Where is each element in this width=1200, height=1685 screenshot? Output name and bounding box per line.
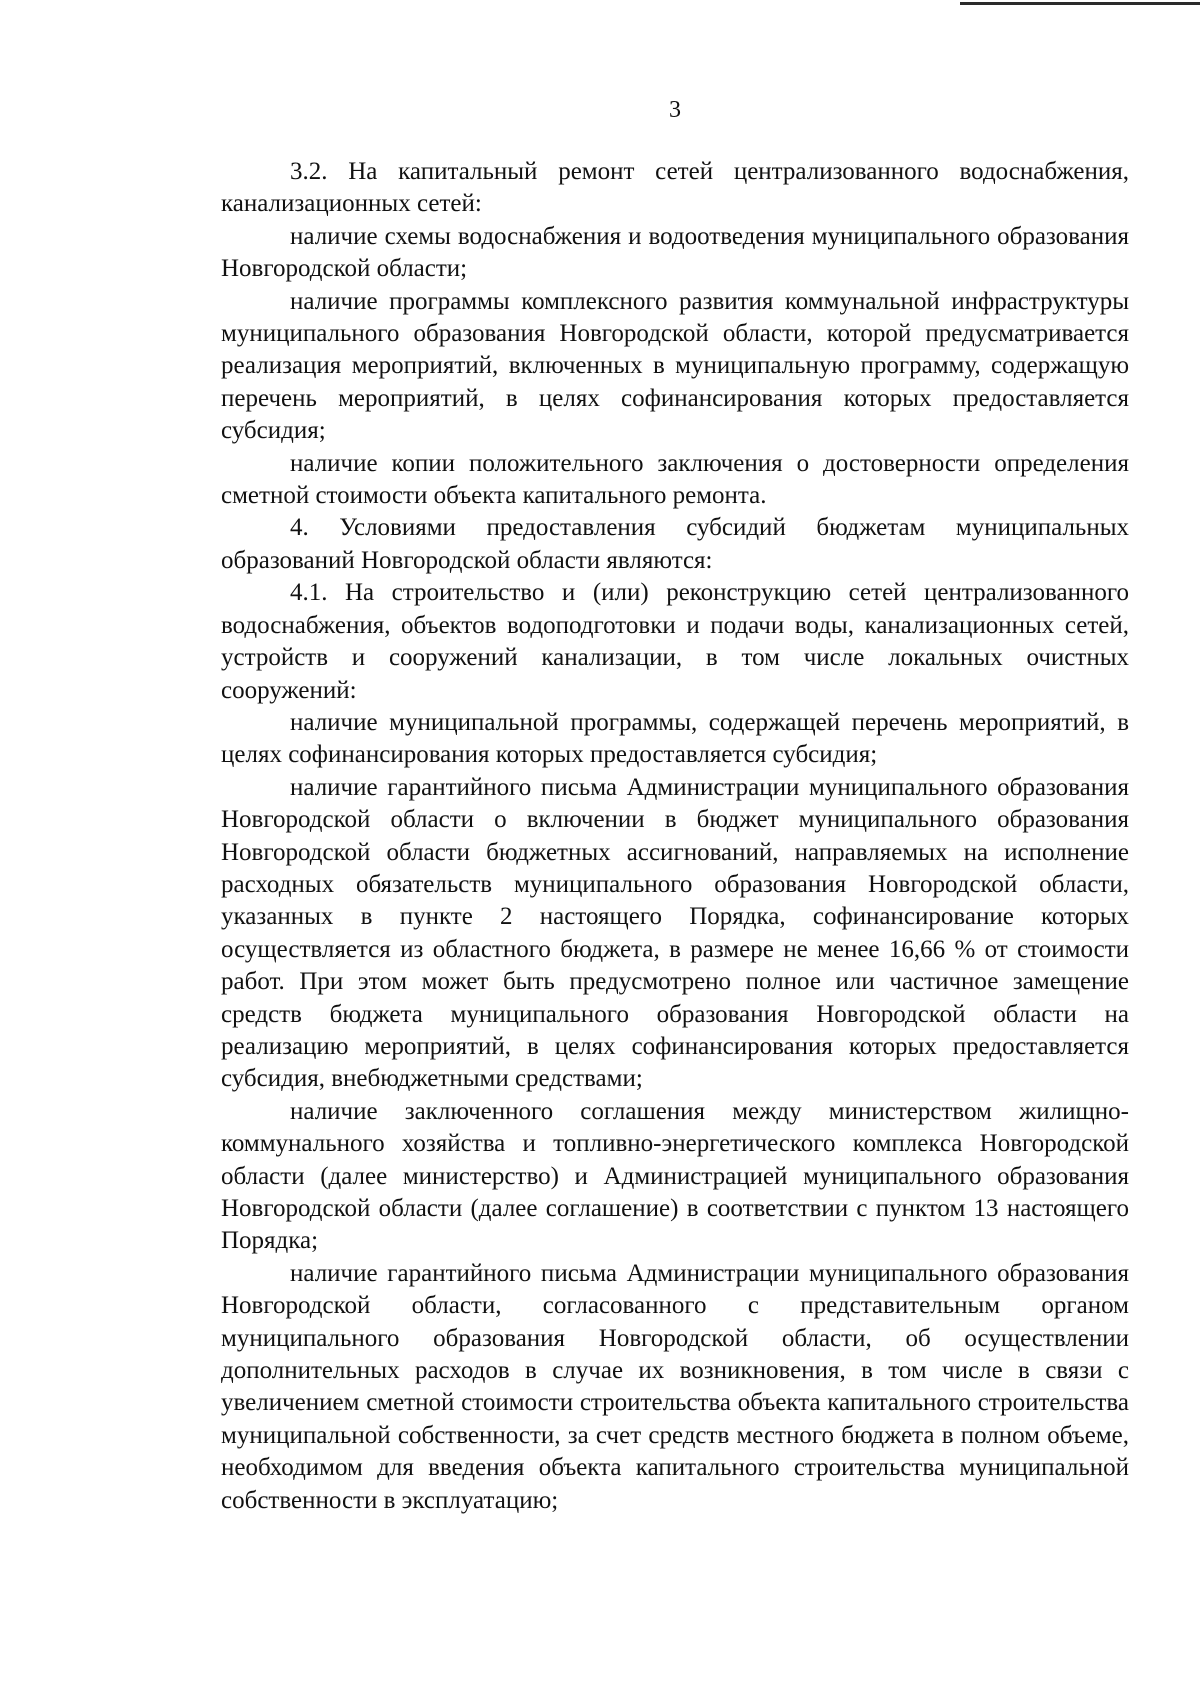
paragraph-estimate-conclusion: наличие копии положительного заключения о достоверности определения сметной стоимости объекта капитального ремонта. — [221, 449, 1129, 510]
paragraph-additional-expenses: наличие гарантийного письма Администрации муниципального образования Новгородской области, согласованного с представительным органом муниципального образования Новгородской области, об осуществлении дополнительных расходов в случае их возникновения, в том числе в связи с увеличением сметной стоимости строительства объекта капитального строительства муниципальной собственности, за счет средств местного бюджета в полном объеме, необходимом для введения объекта капитального строительства муниципальной собственности в эксплуатацию; — [221, 1259, 1129, 1514]
document-body — [221, 156, 1129, 1517]
paragraph-guarantee-letter: наличие гарантийного письма Администрации муниципального образования Новгородской области о включении в бюджет муниципального образования Новгородской области бюджетных ассигнований, направляемых на исполнение расходных обязательств муниципального образования Новгородской области, указанных в пункте 2 настоящего Порядка, софинансирование которых осуществляется из областного бюджета, в размере не менее 16,66 % от стоимости работ. При этом может быть предусмотрено полное или частичное замещение средств бюджета муниципального образования Новгородской области на реализацию мероприятий, в целях софинансирования которых предоставляется субсидия, внебюджетными средствами; — [221, 773, 1129, 1093]
paragraph-4-1: 4.1. На строительство и (или) реконструкцию сетей централизованного водоснабжения, объектов водоподготовки и подачи воды, канализационных сетей, устройств и сооружений канализации, в том числе локальных очистных сооружений: — [221, 579, 1129, 704]
paragraph-infrastructure-program: наличие программы комплексного развития коммунальной инфраструктуры муниципального образования Новгородской области, которой предусматривается реализация мероприятий, включенных в муниципальную программу, содержащую перечень мероприятий, в целях софинансирования которых предоставляется субсидия; — [221, 287, 1129, 445]
paragraph-4-conditions: 4. Условиями предоставления субсидий бюджетам муниципальных образований Новгородской области являются: — [221, 514, 1129, 574]
page-number: 3 — [669, 97, 681, 123]
paragraph-water-scheme: наличие схемы водоснабжения и водоотведения муниципального образования Новгородской области; — [221, 222, 1129, 283]
scan-edge-mark — [960, 2, 1200, 5]
paragraph-municipal-program: наличие муниципальной программы, содержащей перечень мероприятий, в целях софинансирования которых предоставляется субсидия; — [221, 708, 1129, 769]
paragraph-agreement: наличие заключенного соглашения между министерством жилищно-коммунального хозяйства и топливно-энергетического комплекса Новгородской области (далее министерство) и Администрацией муниципального образования Новгородской области (далее соглашение) в соответствии с пунктом 13 настоящего Порядка; — [221, 1097, 1129, 1255]
paragraph-3-2: 3.2. На капитальный ремонт сетей централизованного водоснабжения, канализационных сетей: — [221, 158, 1129, 218]
